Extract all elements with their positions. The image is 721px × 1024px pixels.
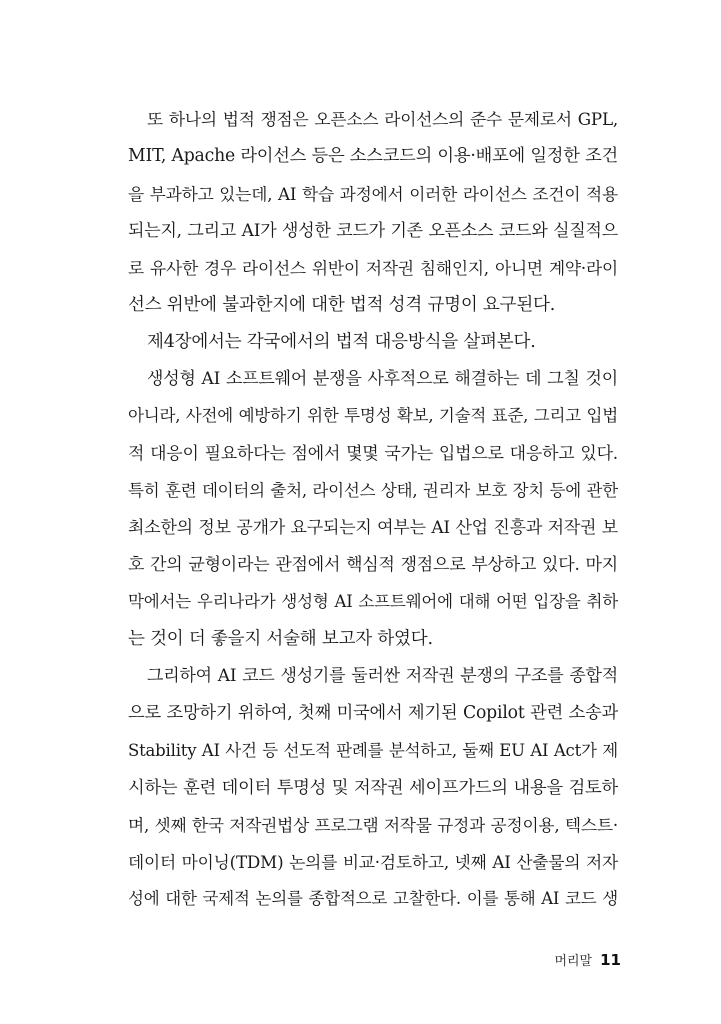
text-line: 며, 셋째 한국 저작권법상 프로그램 저작물 규정과 공정이용, 텍스트· [128,815,618,835]
text-line: 특히 훈련 데이터의 출처, 라이선스 상태, 권리자 보호 장치 등에 관한 [128,481,618,500]
text-line: 시하는 훈련 데이터 투명성 및 저작권 세이프가드의 내용을 검토하 [128,778,618,798]
text-line: 성에 대한 국제적 논의를 종합적으로 고찰한다. 이를 통해 AI 코드 생 [128,889,618,908]
text-line: 선스 위반에 불과한지에 대한 법적 성격 규명이 요구된다. [128,295,556,315]
text-line: 그리하여 AI 코드 생성기를 둘러싼 저작권 분쟁의 구조를 종합적 [147,666,618,686]
text-line: 막에서는 우리나라가 생성형 AI 소프트웨어에 대해 어떤 입장을 취하 [128,592,618,611]
text-line: 되는지, 그리고 AI가 생성한 코드가 기존 오픈소스 코드와 실질적으 [128,221,618,241]
text-line: 을 부과하고 있는데, AI 학습 과정에서 이러한 라이선스 조건이 적용 [128,184,618,204]
text-line: MIT, Apache 라이선스 등은 소스코드의 이용·배포에 일정한 조건 [128,146,618,166]
page-footer [554,950,621,972]
text-line: 제4장에서는 각국에서의 법적 대응방식을 살펴본다. [147,332,536,352]
text-line: 아니라, 사전에 예방하기 위한 투명성 확보, 기술적 표준, 그리고 입법 [128,406,618,425]
text-line: 생성형 AI 소프트웨어 분쟁을 사후적으로 해결하는 데 그칠 것이 [147,369,618,389]
text-line: Stability AI 사건 등 선도적 판례를 분석하고, 둘째 EU AI Act가 제 [128,741,618,760]
page-number: 11 [600,951,621,969]
text-line: 적 대응이 필요하다는 점에서 몇몇 국가는 입법으로 대응하고 있다. [128,444,618,464]
section-label: 머리말 [554,954,593,969]
text-line: 데이터 마이닝(TDM) 논의를 비교·검토하고, 넷째 AI 산출물의 저자 [128,852,618,872]
text-line: 는 것이 더 좋을지 서술해 보고자 하였다. [128,629,433,649]
text-line: 로 유사한 경우 라이선스 위반이 저작권 침해인지, 아니면 계약·라이 [128,258,618,278]
text-line: 호 간의 균형이라는 관점에서 핵심적 쟁점으로 부상하고 있다. 마지 [128,555,618,575]
text-line: 또 하나의 법적 쟁점은 오픈소스 라이선스의 준수 문제로서 GPL, [147,109,618,129]
text-line: 최소한의 정보 공개가 요구되는지 여부는 AI 산업 진흥과 저작권 보 [128,518,618,538]
text-line: 으로 조망하기 위하여, 첫째 미국에서 제기된 Copilot 관련 소송과 [128,703,618,723]
